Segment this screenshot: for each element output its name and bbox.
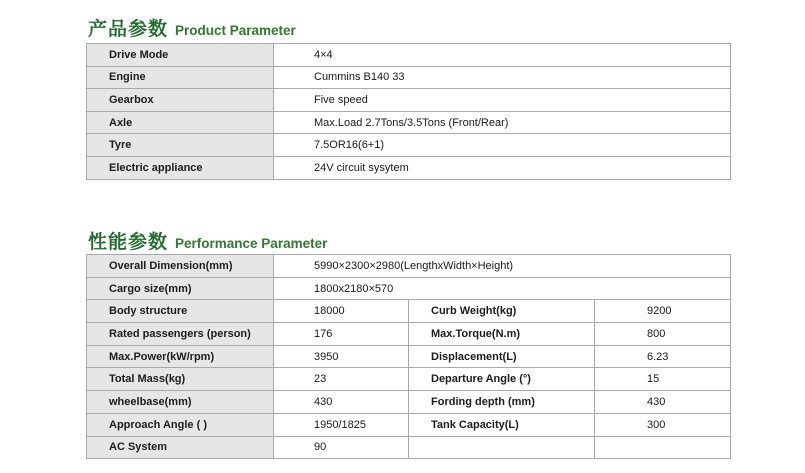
row-label: Rated passengers (person) [87,323,274,346]
table-row [87,44,731,67]
row-label: Tyre [87,134,274,157]
performance-title-en: Performance Parameter [175,236,328,251]
row-value: 23 [274,368,409,391]
row-label: Max.Power(kW/rpm) [87,345,274,368]
row-label-secondary: Tank Capacity(L) [409,413,595,436]
row-value: 7.5OR16(6+1) [274,134,731,157]
row-value: 430 [274,391,409,414]
table-row [87,66,731,89]
row-label: Engine [87,66,274,89]
row-value-secondary [595,436,731,459]
table-row [87,277,731,300]
product-title-cn: 产品参数 [88,18,169,40]
table-row [87,156,731,179]
table-row [87,300,731,323]
row-value-secondary: 6.23 [595,345,731,368]
row-label-secondary: Fording depth (mm) [409,391,595,414]
row-label: Body structure [87,300,274,323]
row-value: Five speed [274,89,731,112]
row-value: 90 [274,436,409,459]
table-row [87,111,731,134]
row-label-secondary: Displacement(L) [409,345,595,368]
performance-parameter-heading [88,227,327,254]
product-title-en: Product Parameter [175,23,296,38]
row-value-secondary: 9200 [595,300,731,323]
table-row [87,413,731,436]
table-row [87,323,731,346]
performance-parameter-table [86,254,731,459]
row-value-secondary: 15 [595,368,731,391]
row-value: 3950 [274,345,409,368]
row-value: Cummins B140 33 [274,66,731,89]
row-label: Axle [87,111,274,134]
product-parameter-heading [88,14,296,41]
row-value: 5990×2300×2980(LengthxWidth×Height) [274,255,731,278]
row-label: Overall Dimension(mm) [87,255,274,278]
row-value: 24V circuit sysytem [274,156,731,179]
row-label-secondary: Curb Weight(kg) [409,300,595,323]
row-value: Max.Load 2.7Tons/3.5Tons (Front/Rear) [274,111,731,134]
table-row [87,436,731,459]
row-value-secondary: 800 [595,323,731,346]
table-row [87,134,731,157]
row-label-secondary [409,436,595,459]
row-label: Drive Mode [87,44,274,67]
row-value: 4×4 [274,44,731,67]
row-label-secondary: Departure Angle (°) [409,368,595,391]
performance-title-cn: 性能参数 [88,231,169,253]
row-label: wheelbase(mm) [87,391,274,414]
table-row [87,391,731,414]
table-row [87,255,731,278]
table-row [87,345,731,368]
row-label: Cargo size(mm) [87,277,274,300]
table-row [87,89,731,112]
row-value: 18000 [274,300,409,323]
row-label: AC System [87,436,274,459]
row-label: Electric appliance [87,156,274,179]
row-label-secondary: Max.Torque(N.m) [409,323,595,346]
row-label: Approach Angle ( ) [87,413,274,436]
row-value: 1950/1825 [274,413,409,436]
table-row [87,368,731,391]
product-parameter-table [86,43,731,180]
row-value-secondary: 430 [595,391,731,414]
row-label: Total Mass(kg) [87,368,274,391]
row-value-secondary: 300 [595,413,731,436]
row-value: 1800x2180×570 [274,277,731,300]
row-value: 176 [274,323,409,346]
row-label: Gearbox [87,89,274,112]
